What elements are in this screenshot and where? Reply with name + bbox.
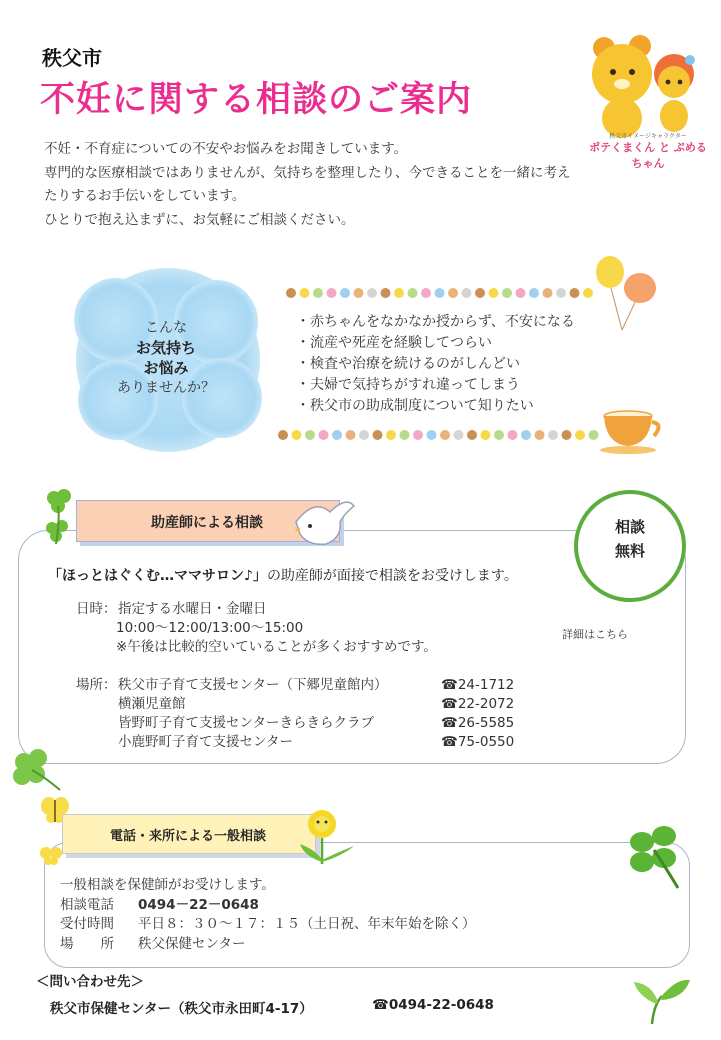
decor-dot — [313, 288, 323, 298]
cloud-line: ありませんか？ — [117, 380, 215, 396]
decor-dot — [386, 430, 396, 440]
badge-line: 相談 — [614, 518, 645, 536]
decor-dot — [529, 288, 539, 298]
decor-dot — [346, 430, 356, 440]
teacup-icon — [598, 408, 664, 456]
contact-heading: ＜問い合わせ先＞ — [36, 974, 144, 990]
decor-dot — [394, 288, 404, 298]
cloud-line: こんな — [145, 320, 187, 336]
general-intro: 一般相談を保健師がお受けします。 — [60, 877, 275, 893]
intro-line: たりするお手伝いをしています。 — [44, 188, 246, 204]
place-name: 横瀬児童館 — [118, 696, 186, 712]
butterfly-icon — [40, 846, 62, 866]
cloud-text — [66, 318, 266, 398]
contact-address: 秩父市保健センター（秩父市永田町4-17） — [50, 1001, 313, 1017]
hours-value: 平日８：３０～１７：１５（土日祝、年末年始を除く） — [138, 916, 476, 932]
decor-dot — [367, 288, 377, 298]
dot-divider-bottom — [276, 428, 606, 442]
clover-icon — [10, 748, 66, 794]
list-item: ・夫婦で気持ちがすれ違ってしまう — [296, 377, 520, 393]
decor-dot — [521, 430, 531, 440]
midwife-intro — [48, 565, 518, 585]
decor-dot — [332, 430, 342, 440]
decor-dot — [575, 430, 585, 440]
decor-dot — [278, 430, 288, 440]
midwife-section-title: 助産師による相談 — [151, 515, 263, 531]
time-note: ※午後は比較的空いていることが多くおすすめです。 — [116, 639, 437, 655]
decor-dot — [327, 288, 337, 298]
decor-dot — [421, 288, 431, 298]
decor-dot — [562, 430, 572, 440]
decor-dot — [589, 430, 599, 440]
date-value: 指定する水曜日・金曜日 — [118, 601, 267, 617]
decor-dot — [435, 288, 445, 298]
decor-dot — [489, 288, 499, 298]
decor-dot — [535, 430, 545, 440]
place-phone: ☎22-2072 — [441, 696, 515, 712]
list-item: ・検査や治療を続けるのがしんどい — [296, 356, 520, 372]
salon-name: 「ほっとはぐくむ…ママサロン♪」 — [48, 568, 267, 584]
intro-line: 不妊・不育症についての不安やお悩みをお聞きしています。 — [44, 141, 408, 157]
decor-dot — [292, 430, 302, 440]
general-place-key: 場 所 — [60, 935, 114, 952]
decor-dot — [354, 288, 364, 298]
decor-dot — [286, 288, 296, 298]
hours-key: 受付時間 — [60, 916, 114, 932]
decor-dot — [570, 288, 580, 298]
decor-dot — [462, 288, 472, 298]
decor-dot — [508, 430, 518, 440]
free-consult-label — [578, 515, 682, 563]
decor-dot — [340, 288, 350, 298]
city-name: 秩父市 — [42, 46, 102, 70]
place-name: 小鹿野町子育て支援センター — [118, 734, 293, 750]
place-phone: ☎26-5585 — [441, 715, 515, 731]
decor-dot — [305, 430, 315, 440]
clover-icon — [40, 486, 82, 548]
decor-dot — [359, 430, 369, 440]
list-item: ・赤ちゃんをなかなか授からず、不安になる — [296, 314, 575, 330]
decor-dot — [494, 430, 504, 440]
decor-dot — [413, 430, 423, 440]
place-name: 秩父市子育て支援センター（下郷児童館内） — [118, 677, 388, 693]
page-title: 不妊に関する相談のご案内 — [40, 80, 473, 120]
mascot-name: ポテくまくん と ぷめるちゃん — [589, 141, 707, 170]
time-value: 10:00～12:00/13:00～15:00 — [116, 620, 304, 636]
decor-dot — [502, 288, 512, 298]
general-place-value: 秩父保健センター — [138, 935, 246, 952]
place-phone: ☎75-0550 — [441, 734, 515, 750]
intro-text — [44, 138, 684, 232]
place-phone: ☎24-1712 — [441, 677, 515, 693]
list-item: ・流産や死産を経験してつらい — [296, 335, 492, 351]
cloud-line: お気持ち — [135, 339, 196, 357]
intro-line: 専門的な医療相談ではありませんが、気持ちを整理したり、今できることを一緒に考え — [44, 164, 571, 181]
decor-dot — [400, 430, 410, 440]
contact-phone: ☎0494-22-0648 — [372, 997, 494, 1013]
decor-dot — [408, 288, 418, 298]
decor-dot — [548, 430, 558, 440]
concern-list — [296, 312, 575, 417]
decor-dot — [427, 430, 437, 440]
decor-dot — [467, 430, 477, 440]
decor-dot — [373, 430, 383, 440]
badge-line: 無料 — [614, 542, 645, 560]
decor-dot — [300, 288, 310, 298]
decor-dot — [556, 288, 566, 298]
dandelion-icon — [298, 806, 358, 868]
general-section-title: 電話・来所による一般相談 — [109, 829, 266, 844]
place-key: 場所： — [76, 677, 117, 693]
decor-dot — [448, 288, 458, 298]
phone-key: 相談電話 — [60, 896, 114, 913]
mascot-caption: 秩父市イメージキャラクター — [609, 133, 687, 140]
decor-dot — [319, 430, 329, 440]
intro-line: ひとりで抱え込まずに、お気軽にご相談ください。 — [44, 211, 355, 228]
balloons-icon — [588, 254, 668, 334]
list-item: ・秩父市の助成制度について知りたい — [296, 398, 534, 414]
decor-dot — [454, 430, 464, 440]
dot-divider-top — [284, 286, 604, 300]
clover-icon — [612, 822, 698, 892]
salon-desc: の助産師が面接で相談をお受けします。 — [266, 568, 518, 584]
sprout-icon — [632, 974, 692, 1026]
decor-dot — [481, 430, 491, 440]
place-name: 皆野町子育て支援センターきらきらクラブ — [118, 715, 374, 731]
date-key: 日時： — [76, 601, 117, 617]
details-link[interactable]: 詳細はこちら — [562, 628, 628, 641]
decor-dot — [475, 288, 485, 298]
decor-dot — [440, 430, 450, 440]
decor-dot — [516, 288, 526, 298]
phone-value: 0494－22－0648 — [138, 896, 259, 913]
decor-dot — [543, 288, 553, 298]
bird-icon — [290, 492, 358, 550]
cloud-line: お悩み — [143, 359, 189, 377]
decor-dot — [381, 288, 391, 298]
